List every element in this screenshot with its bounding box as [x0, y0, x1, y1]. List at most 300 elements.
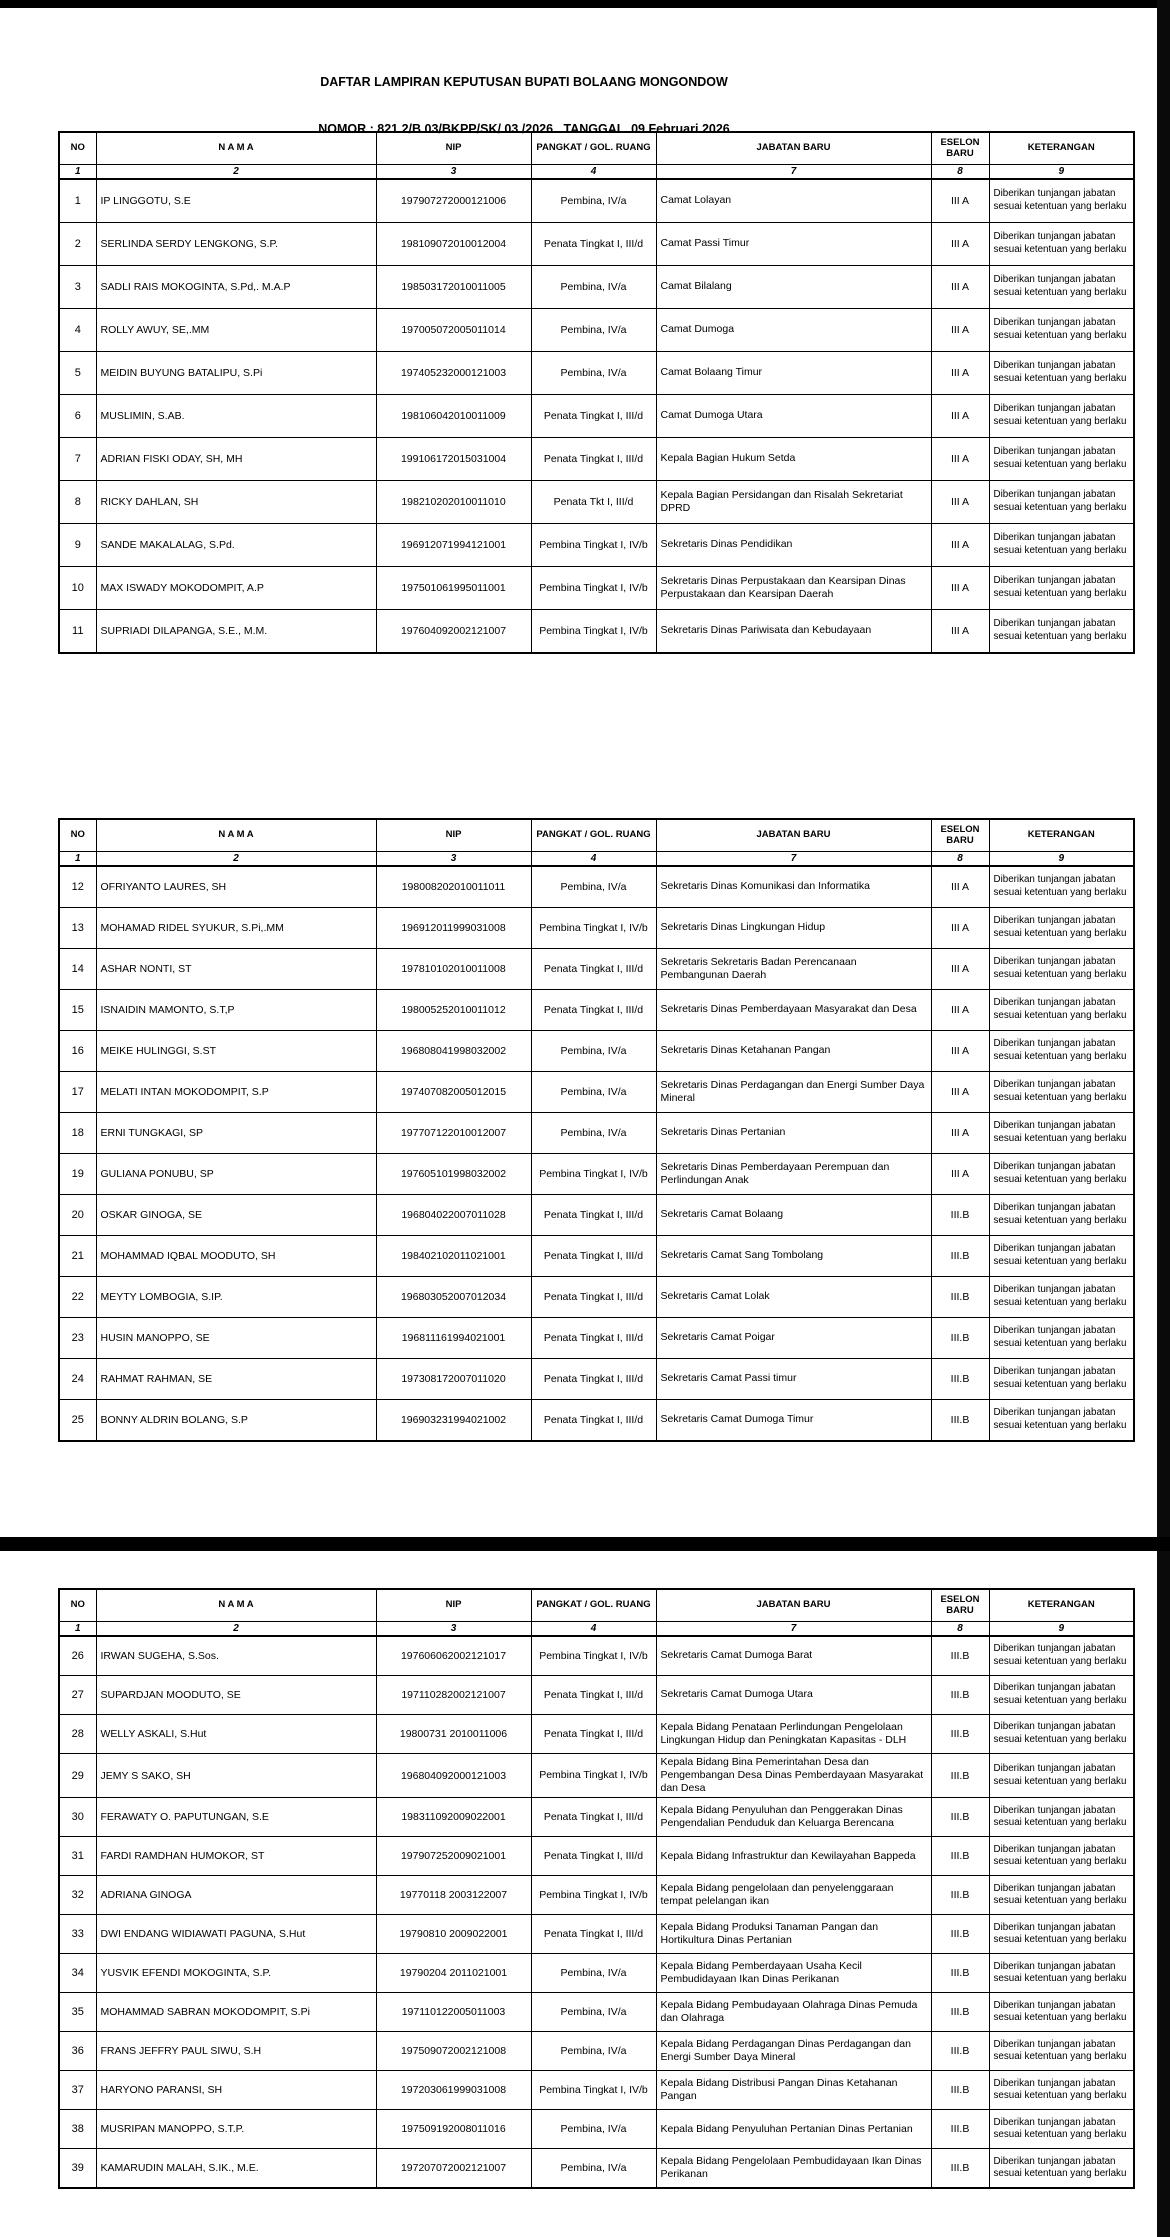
column-number: 2: [96, 1622, 376, 1637]
table-row: [59, 1154, 1134, 1195]
cell-keterangan: Diberikan tunjangan jabatan sesuai ketentuan yang berlaku: [989, 1876, 1134, 1915]
title-line-1: DAFTAR LAMPIRAN KEPUTUSAN BUPATI BOLAANG MONGONDOW: [320, 75, 728, 90]
cell-no: 2: [59, 223, 96, 266]
table-row: [59, 1318, 1134, 1359]
cell-keterangan: Diberikan tunjangan jabatan sesuai ketentuan yang berlaku: [989, 1318, 1134, 1359]
table-row: [59, 1277, 1134, 1318]
table-row: [59, 1837, 1134, 1876]
column-header: N A M A: [96, 819, 376, 852]
cell-pangkat: Pembina, IV/a: [531, 2149, 656, 2189]
cell-pangkat: Penata Tingkat I, III/d: [531, 1359, 656, 1400]
cell-pangkat: Pembina, IV/a: [531, 1954, 656, 1993]
cell-nama: JEMY S SAKO, SH: [96, 1754, 376, 1798]
cell-nip: 197509072002121008: [376, 2032, 531, 2071]
column-header: NIP: [376, 819, 531, 852]
cell-nama: ISNAIDIN MAMONTO, S.T,P: [96, 990, 376, 1031]
cell-nip: 197005072005011014: [376, 309, 531, 352]
cell-eselon: III A: [931, 179, 989, 223]
cell-keterangan: Diberikan tunjangan jabatan sesuai ketentuan yang berlaku: [989, 309, 1134, 352]
cell-jabatan: Camat Bilalang: [656, 266, 931, 309]
cell-no: 14: [59, 949, 96, 990]
cell-nama: ADRIANA GINOGA: [96, 1876, 376, 1915]
cell-no: 28: [59, 1715, 96, 1754]
cell-keterangan: Diberikan tunjangan jabatan sesuai ketentuan yang berlaku: [989, 1072, 1134, 1113]
cell-pangkat: Pembina, IV/a: [531, 1031, 656, 1072]
cell-pangkat: Penata Tingkat I, III/d: [531, 1837, 656, 1876]
cell-nama: MAX ISWADY MOKODOMPIT, A.P: [96, 567, 376, 610]
cell-no: 8: [59, 481, 96, 524]
cell-jabatan: Camat Dumoga Utara: [656, 395, 931, 438]
cell-pangkat: Penata Tingkat I, III/d: [531, 438, 656, 481]
cell-jabatan: Sekretaris Dinas Pemberdayaan Perempuan dan Perlindungan Anak: [656, 1154, 931, 1195]
cell-nama: ROLLY AWUY, SE,.MM: [96, 309, 376, 352]
cell-nip: 198402102011021001: [376, 1236, 531, 1277]
cell-eselon: III A: [931, 481, 989, 524]
cell-nip: 19770118 2003122007: [376, 1876, 531, 1915]
table-row: [59, 1954, 1134, 1993]
column-header: PANGKAT / GOL. RUANG: [531, 132, 656, 165]
cell-eselon: III A: [931, 949, 989, 990]
cell-no: 6: [59, 395, 96, 438]
cell-jabatan: Kepala Bidang Infrastruktur dan Kewilayahan Bappeda: [656, 1837, 931, 1876]
cell-eselon: III.B: [931, 1954, 989, 1993]
cell-no: 39: [59, 2149, 96, 2189]
cell-no: 33: [59, 1915, 96, 1954]
column-number: 3: [376, 165, 531, 180]
column-header: NIP: [376, 132, 531, 165]
cell-pangkat: Penata Tingkat I, III/d: [531, 1715, 656, 1754]
cell-nama: MUSLIMIN, S.AB.: [96, 395, 376, 438]
cell-keterangan: Diberikan tunjangan jabatan sesuai ketentuan yang berlaku: [989, 1915, 1134, 1954]
cell-nip: 197509192008011016: [376, 2110, 531, 2149]
cell-jabatan: Sekretaris Camat Poigar: [656, 1318, 931, 1359]
cell-nama: RICKY DAHLAN, SH: [96, 481, 376, 524]
table-body: [59, 179, 1134, 653]
cell-nama: SUPRIADI DILAPANGA, S.E., M.M.: [96, 610, 376, 654]
table-header: [59, 819, 1134, 866]
cell-no: 21: [59, 1236, 96, 1277]
cell-no: 29: [59, 1754, 96, 1798]
cell-eselon: III.B: [931, 1715, 989, 1754]
cell-eselon: III.B: [931, 1277, 989, 1318]
cell-eselon: III A: [931, 908, 989, 949]
table-row: [59, 1400, 1134, 1442]
cell-eselon: III.B: [931, 1359, 989, 1400]
cell-no: 3: [59, 266, 96, 309]
cell-nip: 197407082005012015: [376, 1072, 531, 1113]
cell-eselon: III A: [931, 309, 989, 352]
table-row: [59, 949, 1134, 990]
cell-jabatan: Sekretaris Dinas Komunikasi dan Informatika: [656, 866, 931, 908]
column-header: KETERANGAN: [989, 819, 1134, 852]
cell-keterangan: Diberikan tunjangan jabatan sesuai ketentuan yang berlaku: [989, 481, 1134, 524]
column-header: NO: [59, 132, 96, 165]
cell-pangkat: Penata Tingkat I, III/d: [531, 1676, 656, 1715]
cell-nama: MUSRIPAN MANOPPO, S.T.P.: [96, 2110, 376, 2149]
cell-nama: OFRIYANTO LAURES, SH: [96, 866, 376, 908]
cell-eselon: III A: [931, 1031, 989, 1072]
table-header: [59, 132, 1134, 179]
cell-jabatan: Kepala Bagian Hukum Setda: [656, 438, 931, 481]
cell-eselon: III.B: [931, 2110, 989, 2149]
cell-nip: 196804022007011028: [376, 1195, 531, 1236]
column-header: JABATAN BARU: [656, 132, 931, 165]
cell-pangkat: Pembina, IV/a: [531, 2110, 656, 2149]
cell-jabatan: Sekretaris Camat Dumoga Utara: [656, 1676, 931, 1715]
table-body: [59, 1636, 1134, 2188]
cell-jabatan: Sekretaris Camat Passi timur: [656, 1359, 931, 1400]
cell-no: 25: [59, 1400, 96, 1442]
cell-jabatan: Sekretaris Dinas Pariwisata dan Kebudayaan: [656, 610, 931, 654]
table-row: [59, 179, 1134, 223]
cell-nip: 19800731 2010011006: [376, 1715, 531, 1754]
cell-no: 12: [59, 866, 96, 908]
cell-jabatan: Sekretaris Sekretaris Badan Perencanaan Pembangunan Daerah: [656, 949, 931, 990]
cell-eselon: III.B: [931, 2032, 989, 2071]
cell-eselon: III.B: [931, 1915, 989, 1954]
cell-nip: 196811161994021001: [376, 1318, 531, 1359]
cell-keterangan: Diberikan tunjangan jabatan sesuai ketentuan yang berlaku: [989, 1154, 1134, 1195]
cell-nip: 197907272000121006: [376, 179, 531, 223]
cell-keterangan: Diberikan tunjangan jabatan sesuai ketentuan yang berlaku: [989, 1031, 1134, 1072]
cell-nip: 197110282002121007: [376, 1676, 531, 1715]
column-header: PANGKAT / GOL. RUANG: [531, 1589, 656, 1622]
cell-keterangan: Diberikan tunjangan jabatan sesuai ketentuan yang berlaku: [989, 266, 1134, 309]
cell-jabatan: Kepala Bidang Pembudayaan Olahraga Dinas Pemuda dan Olahraga: [656, 1993, 931, 2032]
cell-nip: 197405232000121003: [376, 352, 531, 395]
cell-jabatan: Sekretaris Dinas Ketahanan Pangan: [656, 1031, 931, 1072]
cell-nip: 197308172007011020: [376, 1359, 531, 1400]
table-header: [59, 1589, 1134, 1636]
cell-nama: MOHAMAD RIDEL SYUKUR, S.Pi,.MM: [96, 908, 376, 949]
cell-nama: IP LINGGOTU, S.E: [96, 179, 376, 223]
cell-eselon: III.B: [931, 1318, 989, 1359]
cell-pangkat: Pembina, IV/a: [531, 352, 656, 395]
cell-pangkat: Pembina, IV/a: [531, 1993, 656, 2032]
cell-pangkat: Penata Tingkat I, III/d: [531, 223, 656, 266]
cell-pangkat: Pembina Tingkat I, IV/b: [531, 908, 656, 949]
personnel-table-page-3: [58, 1588, 1135, 2189]
cell-keterangan: Diberikan tunjangan jabatan sesuai ketentuan yang berlaku: [989, 908, 1134, 949]
cell-keterangan: Diberikan tunjangan jabatan sesuai ketentuan yang berlaku: [989, 567, 1134, 610]
cell-nip: 197605101998032002: [376, 1154, 531, 1195]
column-number: 8: [931, 165, 989, 180]
cell-pangkat: Pembina, IV/a: [531, 179, 656, 223]
cell-nama: SANDE MAKALALAG, S.Pd.: [96, 524, 376, 567]
column-number: 3: [376, 1622, 531, 1637]
cell-eselon: III.B: [931, 1993, 989, 2032]
cell-nip: 196912071994121001: [376, 524, 531, 567]
cell-nama: SADLI RAIS MOKOGINTA, S.Pd,. M.A.P: [96, 266, 376, 309]
cell-nama: FERAWATY O. PAPUTUNGAN, S.E: [96, 1798, 376, 1837]
cell-eselon: III.B: [931, 1754, 989, 1798]
cell-eselon: III.B: [931, 1676, 989, 1715]
cell-nip: 197606062002121017: [376, 1636, 531, 1676]
cell-nip: 197501061995011001: [376, 567, 531, 610]
cell-keterangan: Diberikan tunjangan jabatan sesuai ketentuan yang berlaku: [989, 352, 1134, 395]
cell-jabatan: Kepala Bidang Penyuluhan dan Penggerakan Dinas Pengendalian Penduduk dan Keluarga Berencana: [656, 1798, 931, 1837]
cell-pangkat: Pembina Tingkat I, IV/b: [531, 2071, 656, 2110]
cell-keterangan: Diberikan tunjangan jabatan sesuai ketentuan yang berlaku: [989, 524, 1134, 567]
cell-keterangan: Diberikan tunjangan jabatan sesuai ketentuan yang berlaku: [989, 179, 1134, 223]
cell-nama: KAMARUDIN MALAH, S.IK., M.E.: [96, 2149, 376, 2189]
cell-nama: ADRIAN FISKI ODAY, SH, MH: [96, 438, 376, 481]
cell-no: 17: [59, 1072, 96, 1113]
cell-pangkat: Pembina Tingkat I, IV/b: [531, 1636, 656, 1676]
column-header: ESELON BARU: [931, 132, 989, 165]
cell-eselon: III.B: [931, 1876, 989, 1915]
cell-nama: MEIDIN BUYUNG BATALIPU, S.Pi: [96, 352, 376, 395]
cell-no: 11: [59, 610, 96, 654]
table-row: [59, 2110, 1134, 2149]
cell-keterangan: Diberikan tunjangan jabatan sesuai ketentuan yang berlaku: [989, 1277, 1134, 1318]
cell-nip: 198210202010011010: [376, 481, 531, 524]
cell-nip: 197810102010011008: [376, 949, 531, 990]
cell-eselon: III A: [931, 266, 989, 309]
title-line-2: NOMOR : 821.2/B.03/BKPP/SK/ 03 /2026 TANGGAL 09 Februari 2026: [318, 122, 730, 137]
cell-nama: GULIANA PONUBU, SP: [96, 1154, 376, 1195]
cell-pangkat: Pembina, IV/a: [531, 2032, 656, 2071]
cell-pangkat: Pembina, IV/a: [531, 866, 656, 908]
cell-keterangan: Diberikan tunjangan jabatan sesuai ketentuan yang berlaku: [989, 1954, 1134, 1993]
cell-no: 24: [59, 1359, 96, 1400]
cell-pangkat: Pembina Tingkat I, IV/b: [531, 610, 656, 654]
scan-edge-top: [0, 0, 1170, 8]
cell-no: 27: [59, 1676, 96, 1715]
column-number: 1: [59, 165, 96, 180]
table-row: [59, 1113, 1134, 1154]
cell-eselon: III.B: [931, 1195, 989, 1236]
cell-jabatan: Sekretaris Dinas Perdagangan dan Energi Sumber Daya Mineral: [656, 1072, 931, 1113]
cell-keterangan: Diberikan tunjangan jabatan sesuai ketentuan yang berlaku: [989, 1754, 1134, 1798]
cell-nama: MOHAMMAD IQBAL MOODUTO, SH: [96, 1236, 376, 1277]
cell-keterangan: Diberikan tunjangan jabatan sesuai ketentuan yang berlaku: [989, 1798, 1134, 1837]
cell-eselon: III A: [931, 1154, 989, 1195]
cell-no: 36: [59, 2032, 96, 2071]
cell-no: 15: [59, 990, 96, 1031]
cell-no: 20: [59, 1195, 96, 1236]
cell-jabatan: Kepala Bagian Persidangan dan Risalah Sekretariat DPRD: [656, 481, 931, 524]
cell-keterangan: Diberikan tunjangan jabatan sesuai ketentuan yang berlaku: [989, 1715, 1134, 1754]
cell-jabatan: Sekretaris Dinas Pertanian: [656, 1113, 931, 1154]
column-number: 8: [931, 852, 989, 867]
cell-pangkat: Pembina, IV/a: [531, 1113, 656, 1154]
cell-pangkat: Pembina Tingkat I, IV/b: [531, 1754, 656, 1798]
cell-nip: 19790810 2009022001: [376, 1915, 531, 1954]
table-row: [59, 1636, 1134, 1676]
cell-keterangan: Diberikan tunjangan jabatan sesuai ketentuan yang berlaku: [989, 990, 1134, 1031]
column-header: NO: [59, 1589, 96, 1622]
cell-no: 16: [59, 1031, 96, 1072]
cell-pangkat: Pembina Tingkat I, IV/b: [531, 567, 656, 610]
column-number: 1: [59, 852, 96, 867]
cell-jabatan: Kepala Bidang Pengelolaan Pembudidayaan Ikan Dinas Perikanan: [656, 2149, 931, 2189]
cell-jabatan: Sekretaris Camat Lolak: [656, 1277, 931, 1318]
cell-pangkat: Pembina Tingkat I, IV/b: [531, 1876, 656, 1915]
column-number: 4: [531, 852, 656, 867]
cell-no: 38: [59, 2110, 96, 2149]
cell-eselon: III A: [931, 1113, 989, 1154]
cell-jabatan: Sekretaris Dinas Pemberdayaan Masyarakat dan Desa: [656, 990, 931, 1031]
table-row: [59, 1195, 1134, 1236]
table-row: [59, 481, 1134, 524]
cell-no: 31: [59, 1837, 96, 1876]
table-row: [59, 1798, 1134, 1837]
table-row: [59, 395, 1134, 438]
cell-pangkat: Pembina, IV/a: [531, 309, 656, 352]
cell-pangkat: Penata Tingkat I, III/d: [531, 1915, 656, 1954]
column-number: 4: [531, 1622, 656, 1637]
cell-nama: ASHAR NONTI, ST: [96, 949, 376, 990]
table-row: [59, 990, 1134, 1031]
column-number: 8: [931, 1622, 989, 1637]
cell-eselon: III.B: [931, 1837, 989, 1876]
cell-pangkat: Pembina, IV/a: [531, 266, 656, 309]
column-number: 9: [989, 852, 1134, 867]
column-header: JABATAN BARU: [656, 1589, 931, 1622]
cell-jabatan: Sekretaris Camat Dumoga Timur: [656, 1400, 931, 1442]
cell-pangkat: Pembina Tingkat I, IV/b: [531, 524, 656, 567]
cell-nama: MEYTY LOMBOGIA, S.IP.: [96, 1277, 376, 1318]
cell-keterangan: Diberikan tunjangan jabatan sesuai ketentuan yang berlaku: [989, 2149, 1134, 2189]
cell-no: 30: [59, 1798, 96, 1837]
table-row: [59, 1876, 1134, 1915]
cell-keterangan: Diberikan tunjangan jabatan sesuai ketentuan yang berlaku: [989, 1113, 1134, 1154]
table-row: [59, 1236, 1134, 1277]
table-row: [59, 908, 1134, 949]
table-row: [59, 1754, 1134, 1798]
cell-pangkat: Penata Tingkat I, III/d: [531, 1798, 656, 1837]
cell-nama: IRWAN SUGEHA, S.Sos.: [96, 1636, 376, 1676]
page-separator-bar: [0, 1537, 1170, 1551]
cell-nama: MELATI INTAN MOKODOMPIT, S.P: [96, 1072, 376, 1113]
cell-nama: HUSIN MANOPPO, SE: [96, 1318, 376, 1359]
cell-keterangan: Diberikan tunjangan jabatan sesuai ketentuan yang berlaku: [989, 223, 1134, 266]
table-row: [59, 610, 1134, 654]
column-header: ESELON BARU: [931, 819, 989, 852]
column-header: ESELON BARU: [931, 1589, 989, 1622]
cell-jabatan: Kepala Bidang Produksi Tanaman Pangan dan Hortikultura Dinas Pertanian: [656, 1915, 931, 1954]
cell-jabatan: Sekretaris Dinas Pendidikan: [656, 524, 931, 567]
cell-no: 35: [59, 1993, 96, 2032]
cell-jabatan: Sekretaris Dinas Perpustakaan dan Kearsipan Dinas Perpustakaan dan Kearsipan Daerah: [656, 567, 931, 610]
cell-keterangan: Diberikan tunjangan jabatan sesuai ketentuan yang berlaku: [989, 1236, 1134, 1277]
table-row: [59, 866, 1134, 908]
cell-keterangan: Diberikan tunjangan jabatan sesuai ketentuan yang berlaku: [989, 2110, 1134, 2149]
cell-nip: 198311092009022001: [376, 1798, 531, 1837]
cell-keterangan: Diberikan tunjangan jabatan sesuai ketentuan yang berlaku: [989, 438, 1134, 481]
cell-no: 4: [59, 309, 96, 352]
cell-nip: 196803052007012034: [376, 1277, 531, 1318]
cell-pangkat: Penata Tingkat I, III/d: [531, 395, 656, 438]
cell-no: 34: [59, 1954, 96, 1993]
cell-nama: HARYONO PARANSI, SH: [96, 2071, 376, 2110]
cell-keterangan: Diberikan tunjangan jabatan sesuai ketentuan yang berlaku: [989, 2071, 1134, 2110]
cell-no: 32: [59, 1876, 96, 1915]
cell-jabatan: Kepala Bidang Distribusi Pangan Dinas Ketahanan Pangan: [656, 2071, 931, 2110]
table-row: [59, 2149, 1134, 2189]
cell-no: 9: [59, 524, 96, 567]
table-row: [59, 1915, 1134, 1954]
cell-nip: 198503172010011005: [376, 266, 531, 309]
cell-no: 18: [59, 1113, 96, 1154]
column-number: 2: [96, 852, 376, 867]
table-row: [59, 1715, 1134, 1754]
cell-jabatan: Sekretaris Camat Sang Tombolang: [656, 1236, 931, 1277]
cell-pangkat: Penata Tingkat I, III/d: [531, 990, 656, 1031]
cell-no: 37: [59, 2071, 96, 2110]
cell-keterangan: Diberikan tunjangan jabatan sesuai ketentuan yang berlaku: [989, 2032, 1134, 2071]
cell-jabatan: Camat Passi Timur: [656, 223, 931, 266]
cell-no: 13: [59, 908, 96, 949]
table-row: [59, 524, 1134, 567]
cell-eselon: III.B: [931, 1236, 989, 1277]
column-number: 9: [989, 1622, 1134, 1637]
cell-keterangan: Diberikan tunjangan jabatan sesuai ketentuan yang berlaku: [989, 1195, 1134, 1236]
cell-eselon: III A: [931, 223, 989, 266]
cell-nama: FRANS JEFFRY PAUL SIWU, S.H: [96, 2032, 376, 2071]
cell-keterangan: Diberikan tunjangan jabatan sesuai ketentuan yang berlaku: [989, 1676, 1134, 1715]
cell-jabatan: Camat Lolayan: [656, 179, 931, 223]
table-row: [59, 567, 1134, 610]
cell-nama: MOHAMMAD SABRAN MOKODOMPIT, S.Pi: [96, 1993, 376, 2032]
cell-nip: 199106172015031004: [376, 438, 531, 481]
cell-nama: DWI ENDANG WIDIAWATI PAGUNA, S.Hut: [96, 1915, 376, 1954]
cell-keterangan: Diberikan tunjangan jabatan sesuai ketentuan yang berlaku: [989, 1400, 1134, 1442]
cell-jabatan: Sekretaris Dinas Lingkungan Hidup: [656, 908, 931, 949]
column-header: N A M A: [96, 1589, 376, 1622]
cell-nip: 198005252010011012: [376, 990, 531, 1031]
cell-pangkat: Penata Tingkat I, III/d: [531, 949, 656, 990]
cell-no: 19: [59, 1154, 96, 1195]
cell-jabatan: Kepala Bidang pengelolaan dan penyelenggaraan tempat pelelangan ikan: [656, 1876, 931, 1915]
column-header: PANGKAT / GOL. RUANG: [531, 819, 656, 852]
cell-no: 7: [59, 438, 96, 481]
column-number: 7: [656, 1622, 931, 1637]
cell-nip: 197707122010012007: [376, 1113, 531, 1154]
personnel-table-page-1: [58, 131, 1135, 654]
cell-pangkat: Penata Tingkat I, III/d: [531, 1236, 656, 1277]
cell-nip: 19790204 2011021001: [376, 1954, 531, 1993]
cell-pangkat: Penata Tingkat I, III/d: [531, 1400, 656, 1442]
table-row: [59, 1072, 1134, 1113]
cell-nip: 196903231994021002: [376, 1400, 531, 1442]
cell-nip: 198106042010011009: [376, 395, 531, 438]
cell-no: 5: [59, 352, 96, 395]
table-row: [59, 1676, 1134, 1715]
cell-nip: 197207072002121007: [376, 2149, 531, 2189]
cell-jabatan: Kepala Bidang Penyuluhan Pertanian Dinas Pertanian: [656, 2110, 931, 2149]
cell-nama: RAHMAT RAHMAN, SE: [96, 1359, 376, 1400]
table-row: [59, 266, 1134, 309]
table-row: [59, 1031, 1134, 1072]
cell-jabatan: Camat Dumoga: [656, 309, 931, 352]
cell-nip: 196804092000121003: [376, 1754, 531, 1798]
scan-edge-right: [1157, 0, 1170, 2237]
cell-eselon: III A: [931, 524, 989, 567]
table-row: [59, 438, 1134, 481]
cell-keterangan: Diberikan tunjangan jabatan sesuai ketentuan yang berlaku: [989, 1993, 1134, 2032]
cell-pangkat: Penata Tingkat I, III/d: [531, 1277, 656, 1318]
cell-nip: 198109072010012004: [376, 223, 531, 266]
column-number: 4: [531, 165, 656, 180]
cell-jabatan: Kepala Bidang Penataan Perlindungan Pengelolaan Lingkungan Hidup dan Peningkatan Kapasitas - DLH: [656, 1715, 931, 1754]
cell-eselon: III A: [931, 567, 989, 610]
column-number: 7: [656, 165, 931, 180]
cell-nip: 197604092002121007: [376, 610, 531, 654]
cell-jabatan: Kepala Bidang Pemberdayaan Usaha Kecil Pembudidayaan Ikan Dinas Perikanan: [656, 1954, 931, 1993]
cell-eselon: III.B: [931, 2071, 989, 2110]
